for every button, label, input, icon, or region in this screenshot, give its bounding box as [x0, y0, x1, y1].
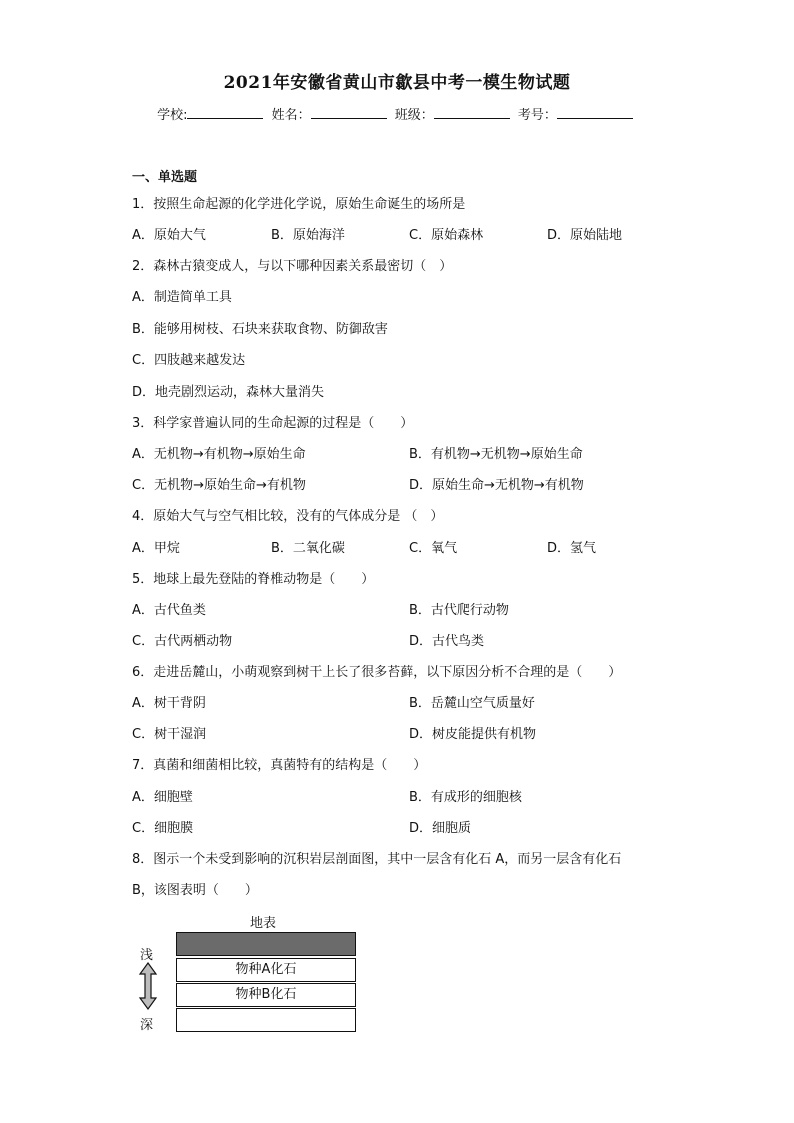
q4-option-c: C．氧气	[409, 541, 458, 556]
number-label: 考号：	[517, 108, 557, 123]
q2-option-b: B．能够用树枝、石块来获取食物、防御敌害	[132, 322, 388, 337]
q1-option-d: D．原始陆地	[547, 228, 623, 243]
class-label: 班级：	[394, 108, 434, 123]
q4-option-b: B．二氧化碳	[271, 541, 345, 556]
q1-option-c: C．原始森林	[409, 228, 484, 243]
name-label: 姓名：	[271, 108, 311, 123]
deep-label: 深	[140, 1018, 154, 1033]
q3-option-b: B．有机物→无机物→原始生命	[409, 447, 583, 462]
double-arrow-icon	[138, 962, 158, 1010]
q5-option-a: A．古代鱼类	[132, 603, 206, 618]
q3-option-a: A．无机物→有机物→原始生命	[132, 447, 306, 462]
surface-label: 地表	[250, 916, 277, 931]
q3-option-c: C．无机物→原始生命→有机物	[132, 478, 306, 493]
q8-stem-line1: 8．图示一个未受到影响的沉积岩层剖面图，其中一层含有化石 A，而另一层含有化石	[132, 852, 622, 867]
class-blank[interactable]	[434, 106, 510, 119]
q5-stem: 5．地球上最先登陆的脊椎动物是（ ）	[132, 572, 375, 587]
fossil-b-layer: 物种B化石	[176, 983, 356, 1007]
q6-stem: 6．走进岳麓山，小萌观察到树干上长了很多苔藓，以下原因分析不合理的是（ ）	[132, 665, 622, 680]
q6-option-d: D．树皮能提供有机物	[409, 727, 537, 742]
q7-stem: 7．真菌和细菌相比较，真菌特有的结构是（ ）	[132, 758, 427, 773]
q2-option-a: A．制造简单工具	[132, 290, 232, 305]
q4-option-a: A．甲烷	[132, 541, 180, 556]
section-heading: 一、单选题	[132, 170, 198, 185]
bottom-layer	[176, 1008, 356, 1032]
student-info-line	[0, 104, 794, 123]
q7-option-c: C．细胞膜	[132, 821, 194, 836]
q5-option-d: D．古代鸟类	[409, 634, 485, 649]
school-blank[interactable]	[187, 106, 263, 119]
shallow-label: 浅	[140, 948, 154, 963]
q3-option-d: D．原始生命→无机物→有机物	[409, 478, 584, 493]
q4-option-d: D．氢气	[547, 541, 597, 556]
q7-option-d: D．细胞质	[409, 821, 472, 836]
q7-option-b: B．有成形的细胞核	[409, 790, 522, 805]
school-label: 学校:	[157, 108, 188, 123]
name-blank[interactable]	[311, 106, 387, 119]
q2-option-d: D．地壳剧烈运动，森林大量消失	[132, 385, 325, 400]
q6-option-b: B．岳麓山空气质量好	[409, 696, 535, 711]
fossil-a-layer: 物种A化石	[176, 958, 356, 982]
q2-stem: 2．森林古猿变成人，与以下哪种因素关系最密切（ ）	[132, 259, 453, 274]
q1-stem: 1．按照生命起源的化学进化学说，原始生命诞生的场所是	[132, 197, 466, 212]
q7-option-a: A．细胞壁	[132, 790, 193, 805]
q3-stem: 3．科学家普遍认同的生命起源的过程是（ ）	[132, 416, 414, 431]
q2-option-c: C．四肢越来越发达	[132, 353, 246, 368]
q5-option-b: B．古代爬行动物	[409, 603, 509, 618]
number-blank[interactable]	[557, 106, 633, 119]
q4-stem: 4．原始大气与空气相比较，没有的气体成分是 （ ）	[132, 509, 444, 524]
q6-option-a: A．树干背阴	[132, 696, 206, 711]
rock-layer-diagram	[132, 908, 372, 1038]
page-title: 2021年安徽省黄山市歙县中考一模生物试题	[223, 73, 571, 93]
q6-option-c: C．树干湿润	[132, 727, 207, 742]
q1-option-b: B．原始海洋	[271, 228, 345, 243]
q5-option-c: C．古代两栖动物	[132, 634, 233, 649]
surface-layer	[176, 932, 356, 956]
q1-option-a: A．原始大气	[132, 228, 206, 243]
q8-stem-line2: B，该图表明（ ）	[132, 883, 258, 898]
